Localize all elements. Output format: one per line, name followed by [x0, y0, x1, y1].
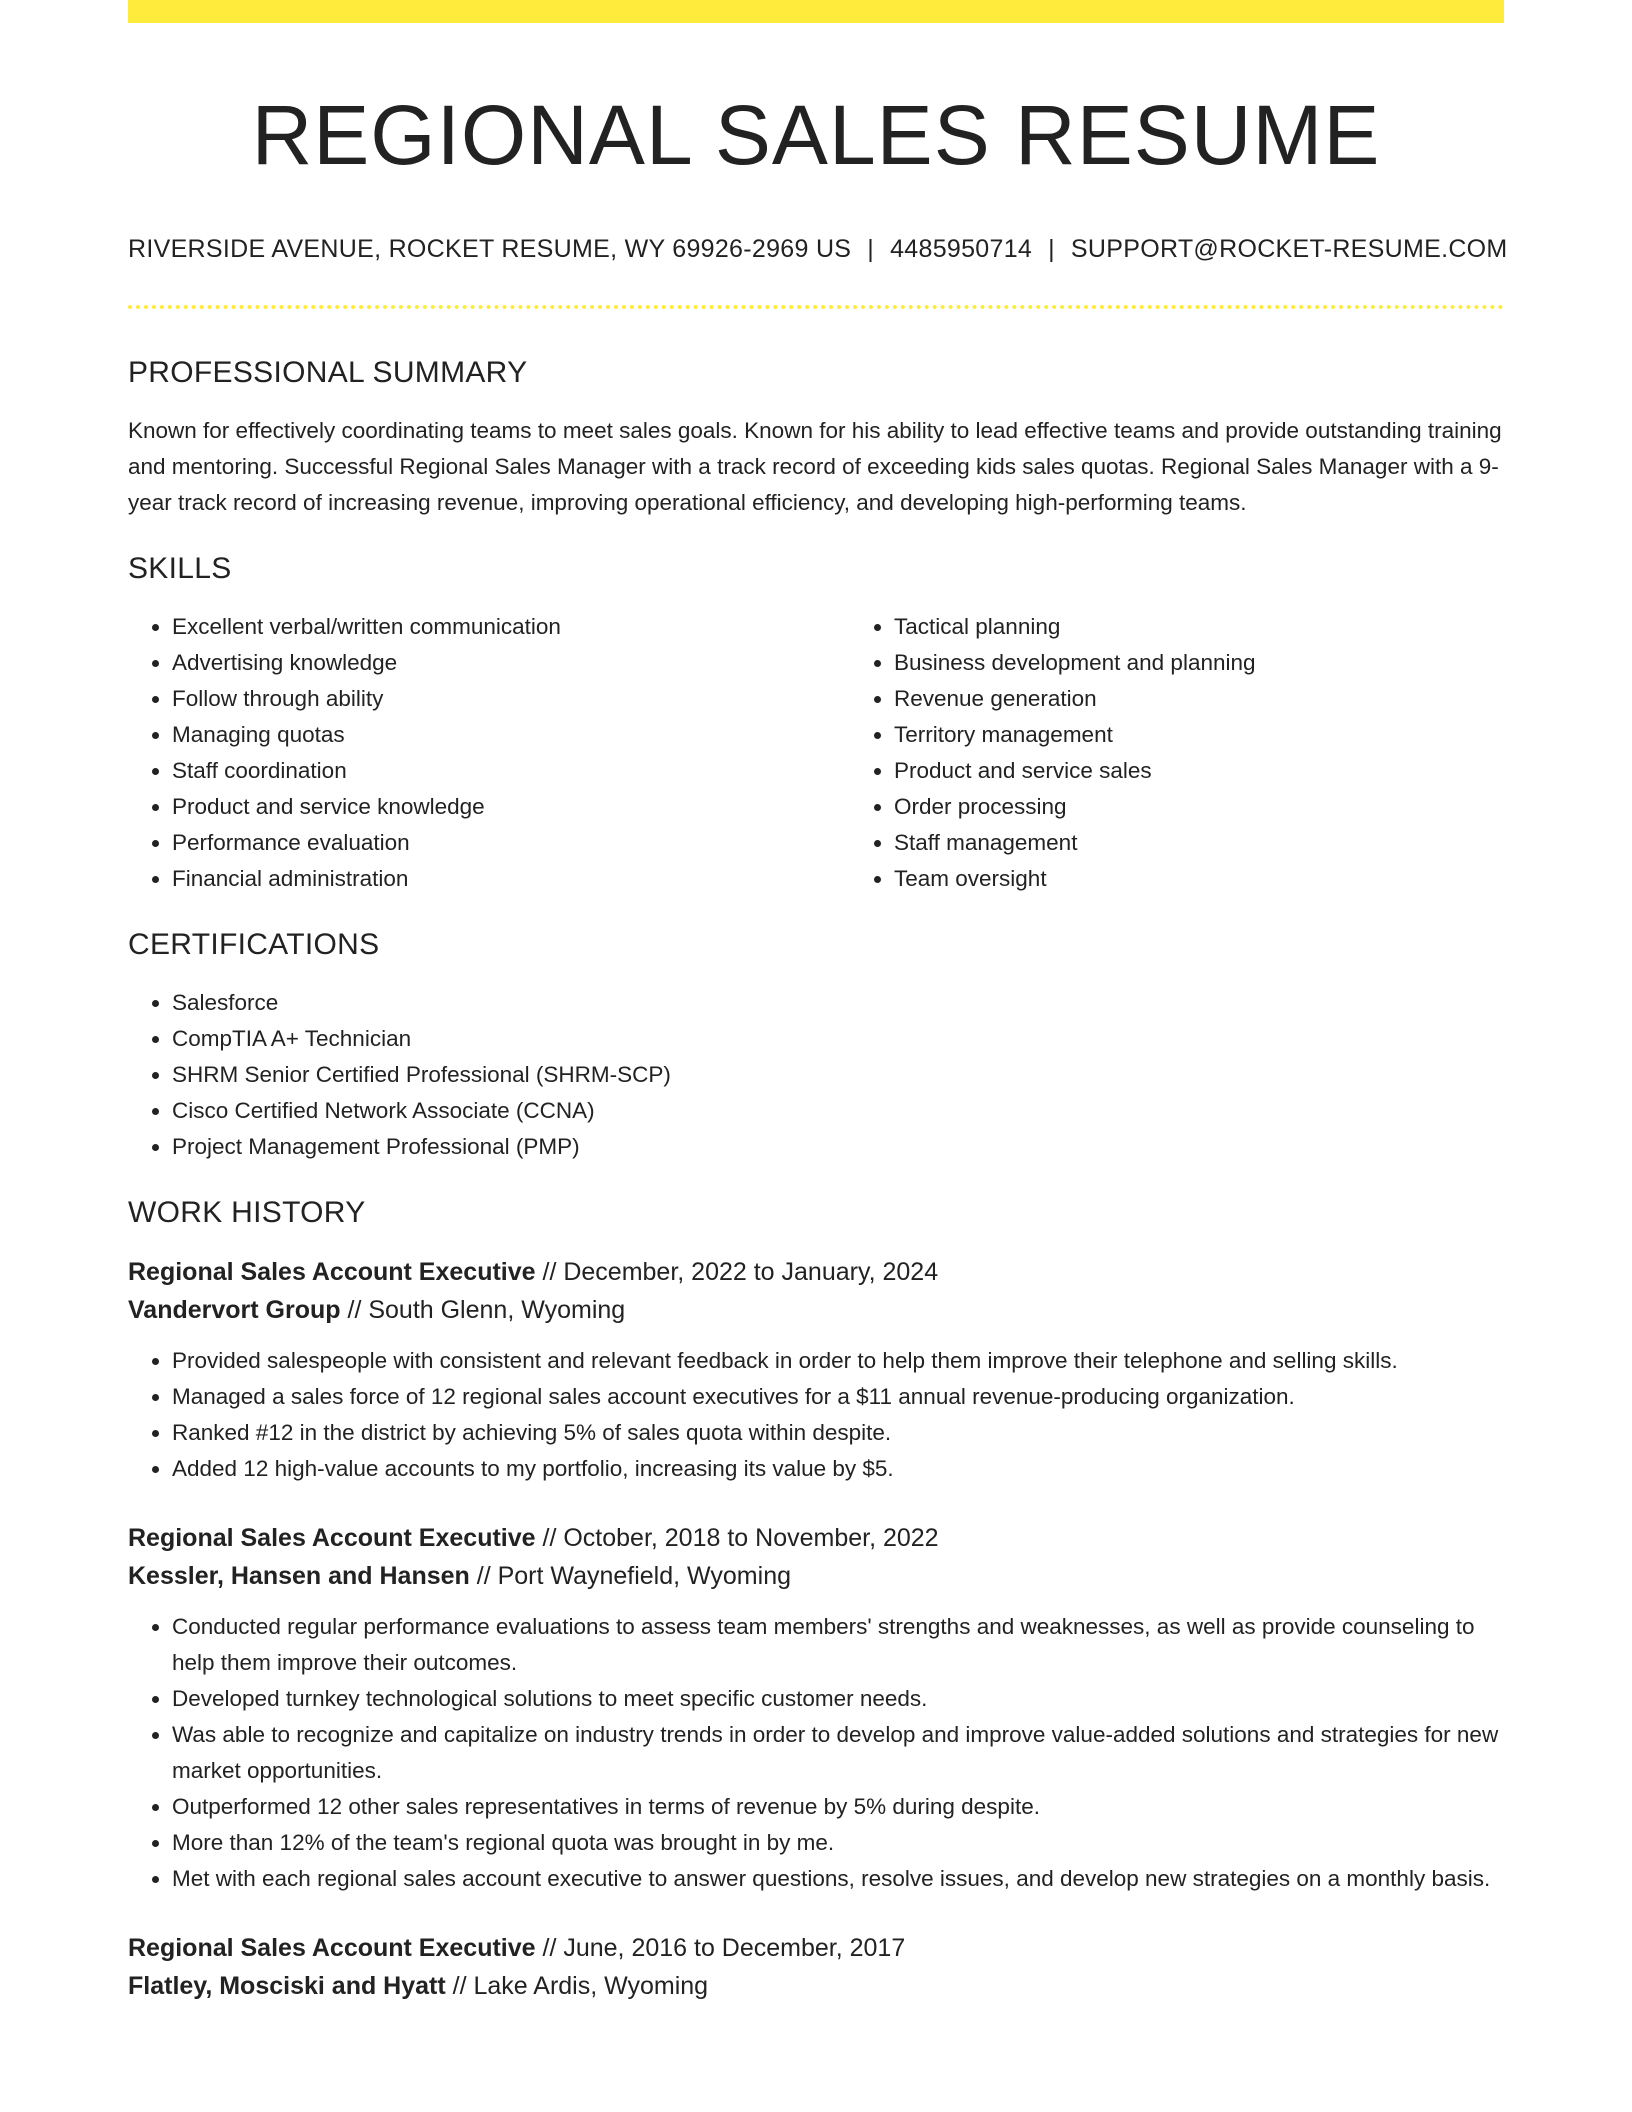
job-bullet: • Ranked #12 in the district by achieving 5% of sales quota within despite.	[172, 1415, 1504, 1451]
job-company: Flatley, Mosciski and Hyatt	[128, 1972, 446, 2000]
job-title: Regional Sales Account Executive	[128, 1524, 536, 1552]
contact-separator: |	[1048, 235, 1055, 263]
job-title: Regional Sales Account Executive	[128, 1934, 536, 1962]
job-entry	[128, 1929, 1504, 2005]
certifications-list	[128, 985, 1504, 1165]
contact-phone: 4485950714	[890, 235, 1033, 263]
dotted-divider	[128, 305, 1504, 309]
job-entry	[128, 1519, 1504, 1897]
contact-separator: |	[867, 235, 875, 263]
job-entry	[128, 1253, 1504, 1487]
skill-item: • Performance evaluation	[172, 825, 850, 861]
job-dates: // October, 2018 to November, 2022	[542, 1524, 939, 1552]
resume-title: REGIONAL SALES RESUME	[251, 88, 1381, 182]
skill-item: • Advertising knowledge	[172, 645, 850, 681]
job-bullet: • Added 12 high-value accounts to my portfolio, increasing its value by $5.	[172, 1451, 1504, 1487]
skill-item: • Revenue generation	[894, 681, 1572, 717]
skill-item: • Order processing	[894, 789, 1572, 825]
job-company-line	[128, 1557, 1504, 1595]
job-location: // South Glenn, Wyoming	[347, 1296, 626, 1324]
job-location: // Lake Ardis, Wyoming	[452, 1972, 709, 2000]
job-bullet: • Managed a sales force of 12 regional sales account executives for a $11 annual revenue-producing organization.	[172, 1379, 1504, 1415]
certification-item: • Salesforce	[172, 985, 1504, 1021]
summary-text: Known for effectively coordinating teams to meet sales goals. Known for his ability to lead effective teams and provide outstanding training and mentoring. Successful Regional Sales Manager with a track record of exceeding kids sales quotas. Regional Sales Manager with a 9-year track record of increasing revenue, improving operational efficiency, and developing high-performing teams.	[128, 418, 1502, 515]
job-bullet: • Developed turnkey technological solutions to meet specific customer needs.	[172, 1681, 1504, 1717]
job-location: // Port Waynefield, Wyoming	[476, 1562, 791, 1590]
contact-email: SUPPORT@ROCKET-RESUME.COM	[1070, 235, 1508, 263]
skill-item: • Tactical planning	[894, 609, 1572, 645]
job-title-line	[128, 1929, 1504, 1967]
contact-line	[128, 233, 1508, 265]
job-company-line	[128, 1291, 1504, 1329]
job-title: Regional Sales Account Executive	[128, 1258, 536, 1286]
skill-item: • Managing quotas	[172, 717, 850, 753]
skill-item: • Follow through ability	[172, 681, 850, 717]
skill-item: • Excellent verbal/written communication	[172, 609, 850, 645]
job-bullet: • Provided salespeople with consistent and relevant feedback in order to help them improve their telephone and selling skills.	[172, 1343, 1504, 1379]
skills-list-right	[850, 609, 1572, 897]
certification-item: • CompTIA A+ Technician	[172, 1021, 1504, 1057]
contact-address: RIVERSIDE AVENUE, ROCKET RESUME, WY 69926-2969 US	[128, 235, 852, 263]
job-company-line	[128, 1967, 1504, 2005]
skills-list-left	[128, 609, 850, 897]
skill-item: • Staff management	[894, 825, 1572, 861]
skill-item: • Product and service knowledge	[172, 789, 850, 825]
job-dates: // December, 2022 to January, 2024	[542, 1258, 939, 1286]
job-company: Vandervort Group	[128, 1296, 341, 1324]
accent-bar	[128, 0, 1504, 23]
job-company: Kessler, Hansen and Hansen	[128, 1562, 470, 1590]
job-bullets	[128, 1343, 1504, 1487]
skill-item: • Business development and planning	[894, 645, 1572, 681]
skills-heading: SKILLS	[128, 552, 232, 585]
certification-item: • SHRM Senior Certified Professional (SHRM-SCP)	[172, 1057, 1504, 1093]
certification-item: • Cisco Certified Network Associate (CCNA)	[172, 1093, 1504, 1129]
job-bullet: • More than 12% of the team's regional quota was brought in by me.	[172, 1825, 1504, 1861]
job-bullet: • Was able to recognize and capitalize on industry trends in order to develop and improve value-added solutions and strategies for new market opportunities.	[172, 1717, 1504, 1789]
skill-item: • Staff coordination	[172, 753, 850, 789]
work-history-heading: WORK HISTORY	[128, 1196, 366, 1229]
skill-item: • Product and service sales	[894, 753, 1572, 789]
job-bullet: • Met with each regional sales account executive to answer questions, resolve issues, and develop new strategies on a monthly basis.	[172, 1861, 1504, 1897]
job-bullets	[128, 1609, 1504, 1897]
job-title-line	[128, 1519, 1504, 1557]
resume-page	[128, 0, 1508, 2005]
job-bullet: • Conducted regular performance evaluations to assess team members' strengths and weaknesses, as well as provide counseling to help them improve their outcomes.	[172, 1609, 1504, 1681]
certifications-heading: CERTIFICATIONS	[128, 928, 380, 961]
job-title-line	[128, 1253, 1504, 1291]
skills-columns	[128, 609, 1504, 897]
skill-item: • Territory management	[894, 717, 1572, 753]
summary-heading: PROFESSIONAL SUMMARY	[128, 356, 528, 389]
job-dates: // June, 2016 to December, 2017	[542, 1934, 906, 1962]
job-bullet: • Outperformed 12 other sales representatives in terms of revenue by 5% during despite.	[172, 1789, 1504, 1825]
certification-item: • Project Management Professional (PMP)	[172, 1129, 1504, 1165]
skill-item: • Team oversight	[894, 861, 1572, 897]
skill-item: • Financial administration	[172, 861, 850, 897]
